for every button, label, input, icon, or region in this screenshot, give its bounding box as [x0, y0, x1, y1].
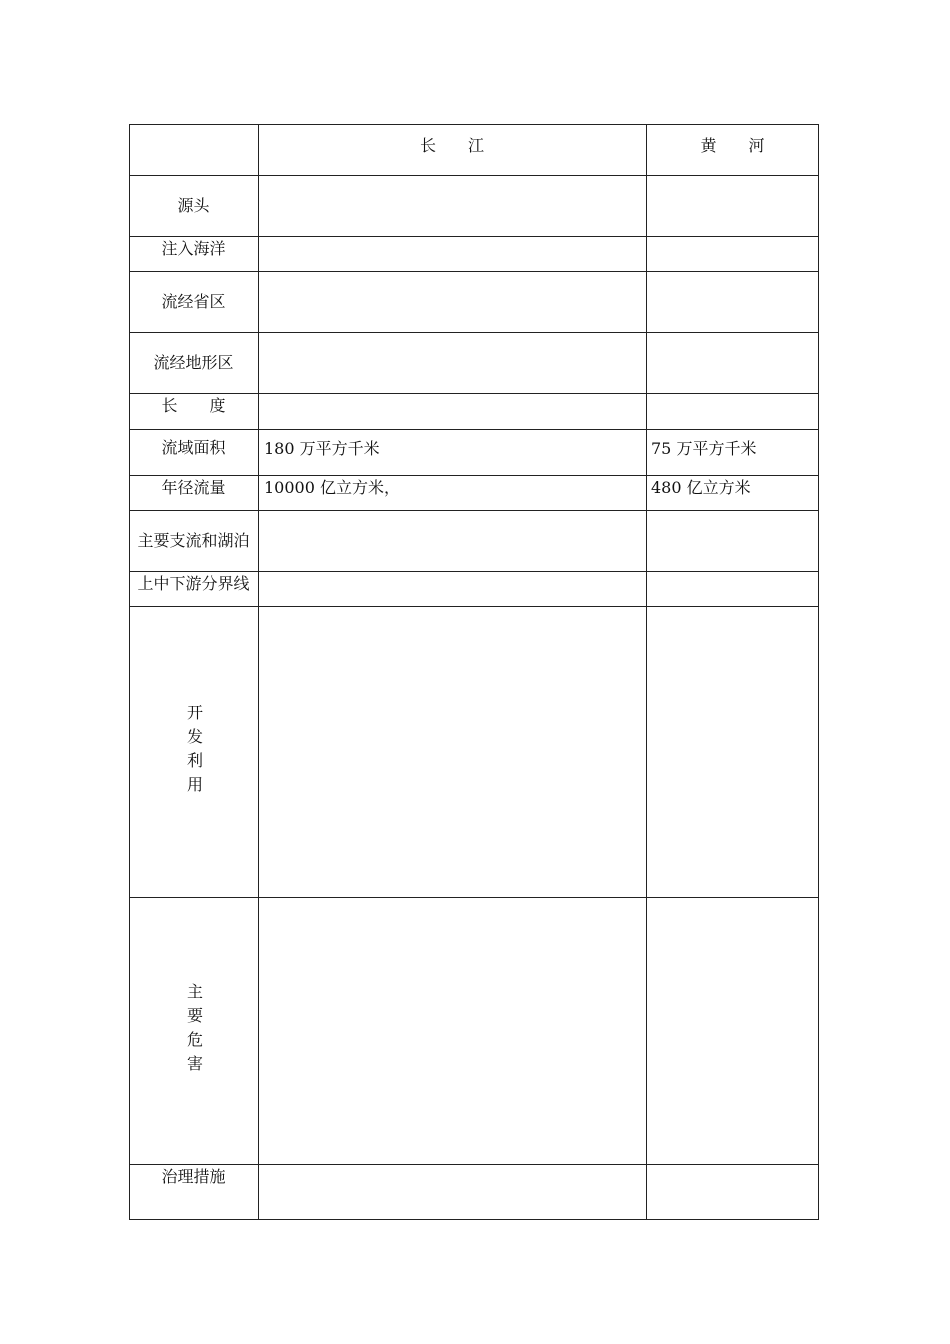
row-label-reach-boundaries: 上中下游分界线	[137, 574, 250, 593]
changjiang-governance	[258, 1164, 646, 1219]
changjiang-terrain	[258, 332, 646, 393]
changjiang-tributaries-lakes	[258, 510, 646, 571]
huanghe-source	[646, 175, 819, 236]
row-label-terrain: 流经地形区	[153, 352, 234, 372]
changjiang-annual-runoff: 10000 亿立方米，	[264, 478, 400, 497]
changjiang-ocean	[258, 236, 646, 271]
comparison-table	[129, 124, 819, 1220]
huanghe-terrain	[646, 332, 819, 393]
row-label-development-text: 开发利用	[184, 703, 204, 800]
changjiang-hazards	[258, 897, 646, 1164]
huanghe-development	[646, 606, 819, 897]
huanghe-governance	[646, 1164, 819, 1219]
huanghe-ocean	[646, 236, 819, 271]
header-huanghe: 黄 河	[700, 136, 765, 155]
changjiang-reach-boundaries	[258, 571, 646, 606]
row-label-development	[129, 606, 258, 897]
huanghe-tributaries-lakes	[646, 510, 819, 571]
changjiang-provinces	[258, 271, 646, 332]
row-label-tributaries-lakes: 主要支流和湖泊	[137, 530, 250, 550]
row-label-length: 长 度	[161, 396, 226, 415]
changjiang-source	[258, 175, 646, 236]
huanghe-provinces	[646, 271, 819, 332]
huanghe-annual-runoff: 480 亿立方米	[651, 478, 751, 497]
row-label-hazards	[129, 897, 258, 1164]
row-label-provinces: 流经省区	[161, 291, 226, 311]
changjiang-length	[258, 393, 646, 429]
row-label-annual-runoff: 年径流量	[161, 478, 226, 497]
huanghe-basin-area: 75 万平方千米	[651, 439, 757, 458]
changjiang-development	[258, 606, 646, 897]
row-label-basin-area: 流域面积	[161, 438, 226, 457]
huanghe-reach-boundaries	[646, 571, 819, 606]
header-corner	[129, 124, 258, 175]
row-label-hazards-text: 主要危害	[184, 982, 204, 1079]
huanghe-length	[646, 393, 819, 429]
row-label-governance: 治理措施	[161, 1167, 226, 1186]
huanghe-hazards	[646, 897, 819, 1164]
changjiang-basin-area: 180 万平方千米	[264, 439, 380, 458]
row-label-source: 源头	[177, 195, 210, 215]
header-changjiang: 长 江	[419, 136, 484, 155]
row-label-ocean: 注入海洋	[161, 239, 226, 258]
